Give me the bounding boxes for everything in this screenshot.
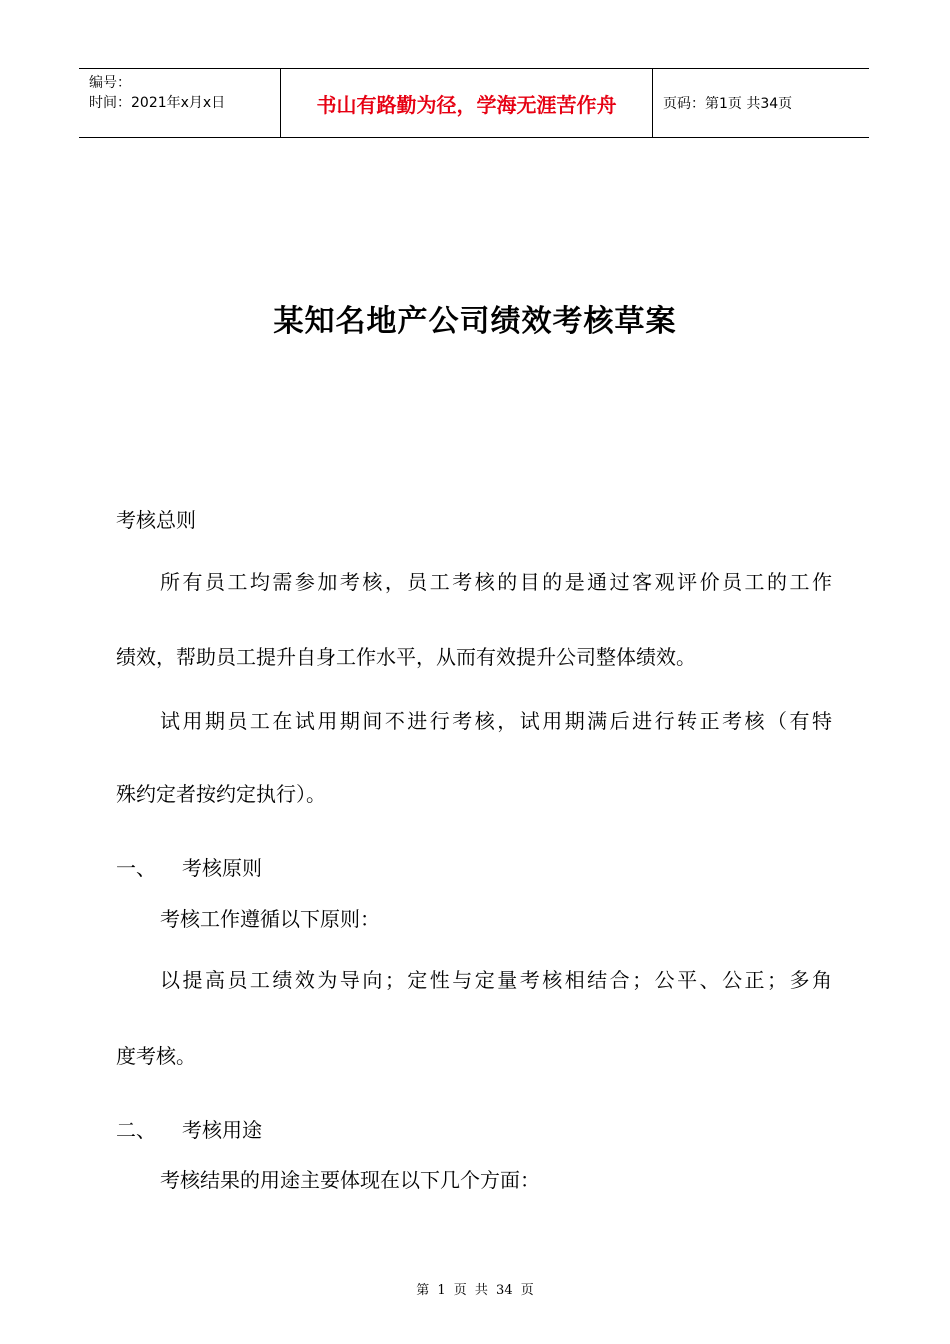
number-label: 编号： <box>89 75 131 91</box>
document-title: 某知名地产公司绩效考核草案 <box>273 304 677 339</box>
paragraph-line: 试用期员工在试用期间不进行考核，试用期满后进行转正考核（有特 <box>160 709 832 733</box>
header-meta <box>79 69 280 137</box>
time-label: 时间：2021年x月x日 <box>89 95 226 111</box>
section-heading-usage <box>116 1114 262 1143</box>
section-heading-principles <box>116 852 262 881</box>
header-motto: 书山有路勤为径，学海无涯苦作舟 <box>280 69 653 137</box>
paragraph-line: 考核工作遵循以下原则： <box>160 907 380 931</box>
paragraph-line: 考核结果的用途主要体现在以下几个方面： <box>160 1168 540 1192</box>
paragraph-line: 度考核。 <box>116 1044 196 1068</box>
section-title: 考核原则 <box>182 856 262 880</box>
section-heading-general: 考核总则 <box>116 508 196 532</box>
paragraph-line: 殊约定者按约定执行）。 <box>116 782 326 806</box>
paragraph-line: 以提高员工绩效为导向；定性与定量考核相结合；公平、公正；多角 <box>160 968 832 992</box>
page-header <box>79 68 869 138</box>
header-page-label: 页码：第1页 共34页 <box>663 96 793 112</box>
section-number: 二、 <box>116 1118 156 1142</box>
section-title: 考核用途 <box>182 1118 262 1142</box>
paragraph-line: 所有员工均需参加考核，员工考核的目的是通过客观评价员工的工作 <box>160 570 832 594</box>
section-number: 一、 <box>116 856 156 880</box>
paragraph-line: 绩效，帮助员工提升自身工作水平，从而有效提升公司整体绩效。 <box>116 645 696 669</box>
page-footer: 第 1 页 共 34 页 <box>416 1283 534 1298</box>
